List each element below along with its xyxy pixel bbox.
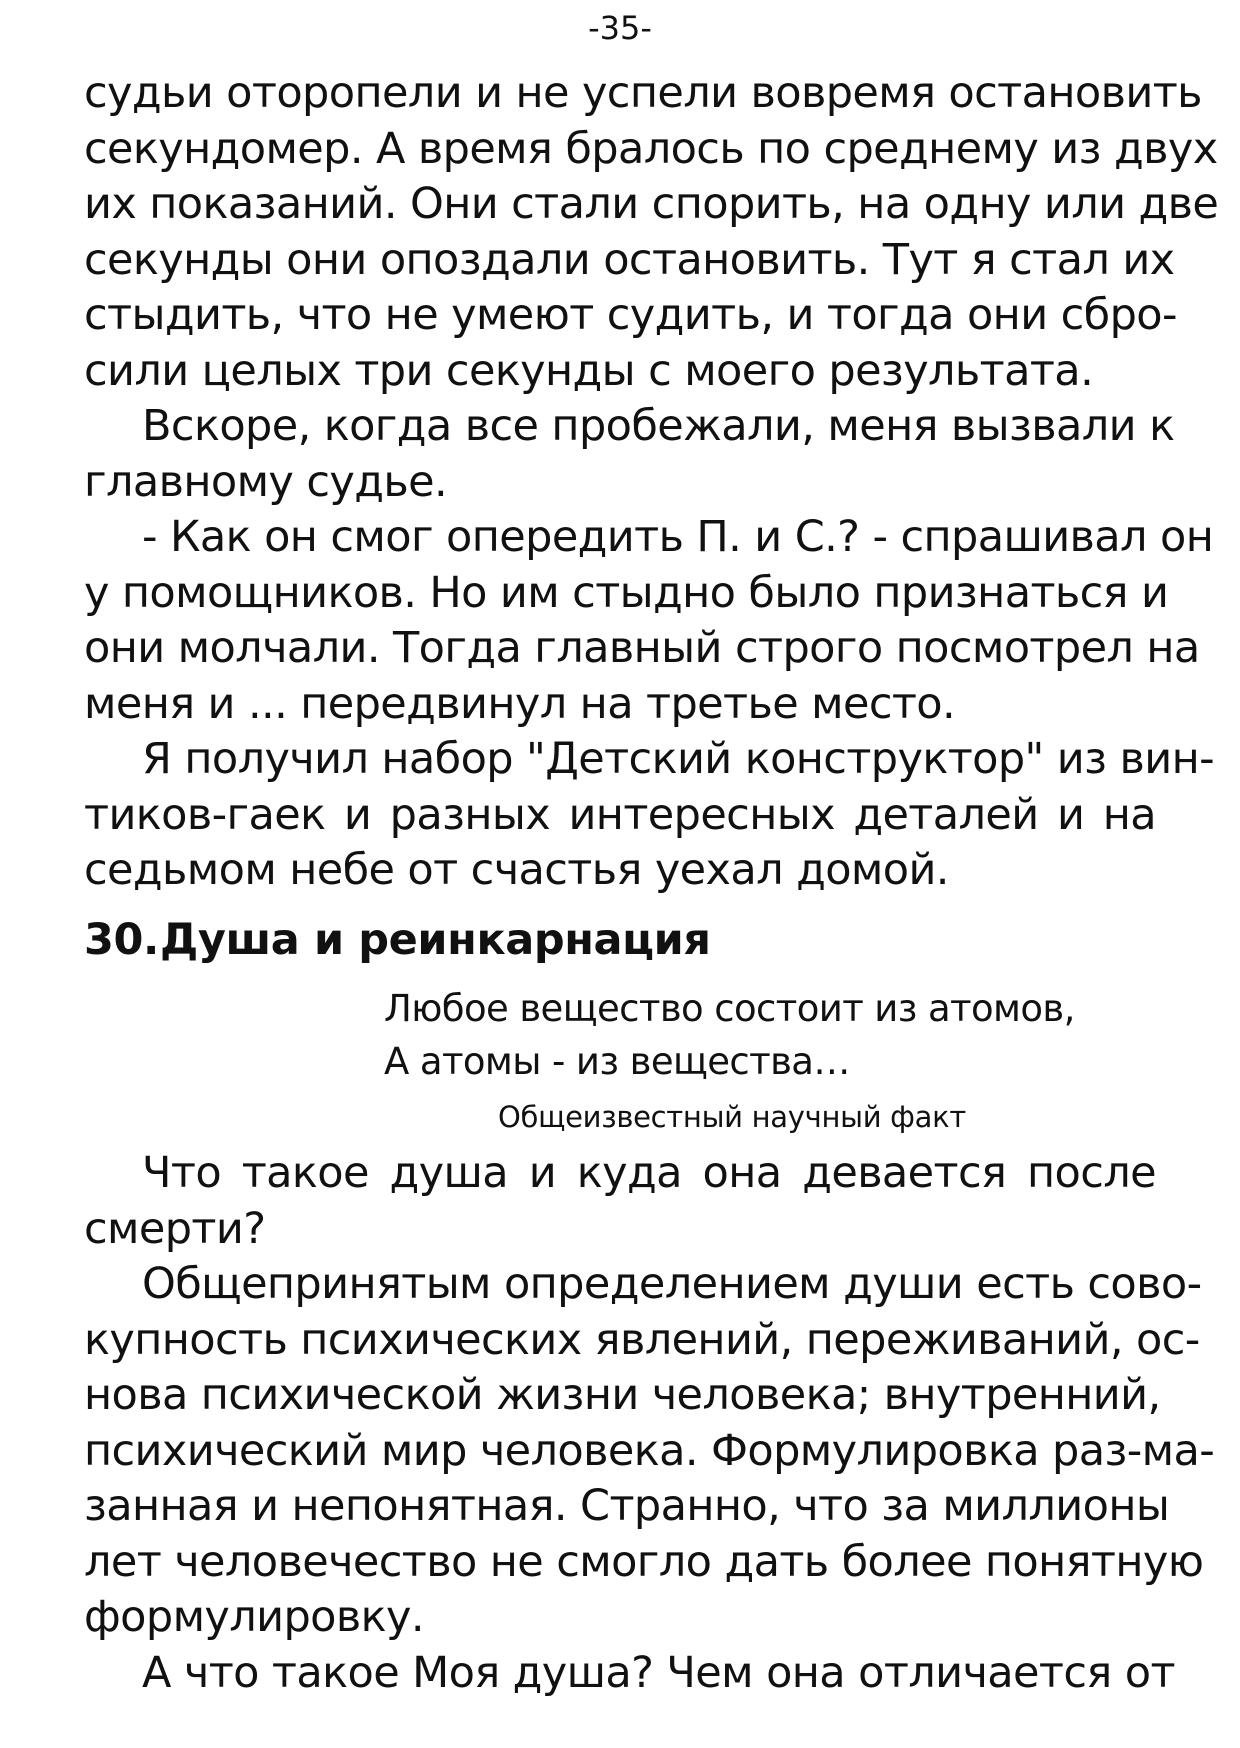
text-line: судьи оторопели и не успели вовремя остановить (84, 68, 1202, 118)
text-line: Вскоре, когда все пробежали, меня вызвали к (142, 401, 1175, 451)
text-line: они молчали. Тогда главный строго посмотрел на (84, 623, 1200, 673)
text-line: лет человечество не смогло дать более понятную (84, 1536, 1204, 1587)
text-line: седьмом небе от счастья уехал домой. (84, 845, 949, 895)
page-number: -35- (588, 9, 652, 47)
section-heading (84, 912, 1156, 968)
epigraph-source: Общеизвестный научный факт (498, 1100, 966, 1134)
text-line: А что такое Моя душа? Чем она отличается от (142, 1647, 1175, 1698)
text-line: сили целых три секунды с моего результата. (84, 345, 1094, 396)
epigraph-line: А атомы - из вещества… (384, 1040, 850, 1083)
text-line: смерти? (84, 1203, 266, 1254)
text-block-2 (84, 1146, 1215, 1701)
text-line: у помощников. Но им стыдно было признаться и (84, 567, 1169, 618)
text-line: главному судье. (84, 456, 448, 507)
text-line: Что такое душа и куда она девается после (142, 1148, 1156, 1198)
text-line: тиков-гаек и разных интересных деталей и на (84, 789, 1156, 840)
text-block-1 (84, 66, 1219, 899)
text-line: секунды они опоздали остановить. Тут я стал их (84, 234, 1175, 285)
section-number: 30. (84, 915, 159, 965)
text-line: Общепринятым определением души есть сово- (142, 1259, 1202, 1309)
text-line: формулировку. (84, 1592, 424, 1642)
text-line: нова психической жизни человека; внутренний, (84, 1370, 1161, 1420)
text-line: секундомер. А время бралось по среднему из двух (84, 123, 1218, 174)
text-line: меня и ... передвинул на третье место. (84, 678, 956, 729)
text-line: занная и непонятная. Странно, что за миллионы (84, 1481, 1170, 1531)
text-line: их показаний. Они стали спорить, на одну или две (84, 179, 1219, 229)
epigraph-line: Любое вещество состоит из атомов, (384, 987, 1075, 1030)
text-line: Я получил набор "Детский конструктор" из вин- (142, 734, 1214, 784)
text-line: - Как он смог опередить П. и С.? - спрашивал он (142, 512, 1214, 562)
section-title: Душа и реинкарнация (160, 915, 711, 965)
text-line: психический мир человека. Формулировка раз-ма- (84, 1425, 1215, 1476)
text-line: стыдить, что не умеют судить, и тогда они сбро- (84, 290, 1177, 340)
text-line: купность психических явлений, переживаний, ос- (84, 1314, 1200, 1365)
